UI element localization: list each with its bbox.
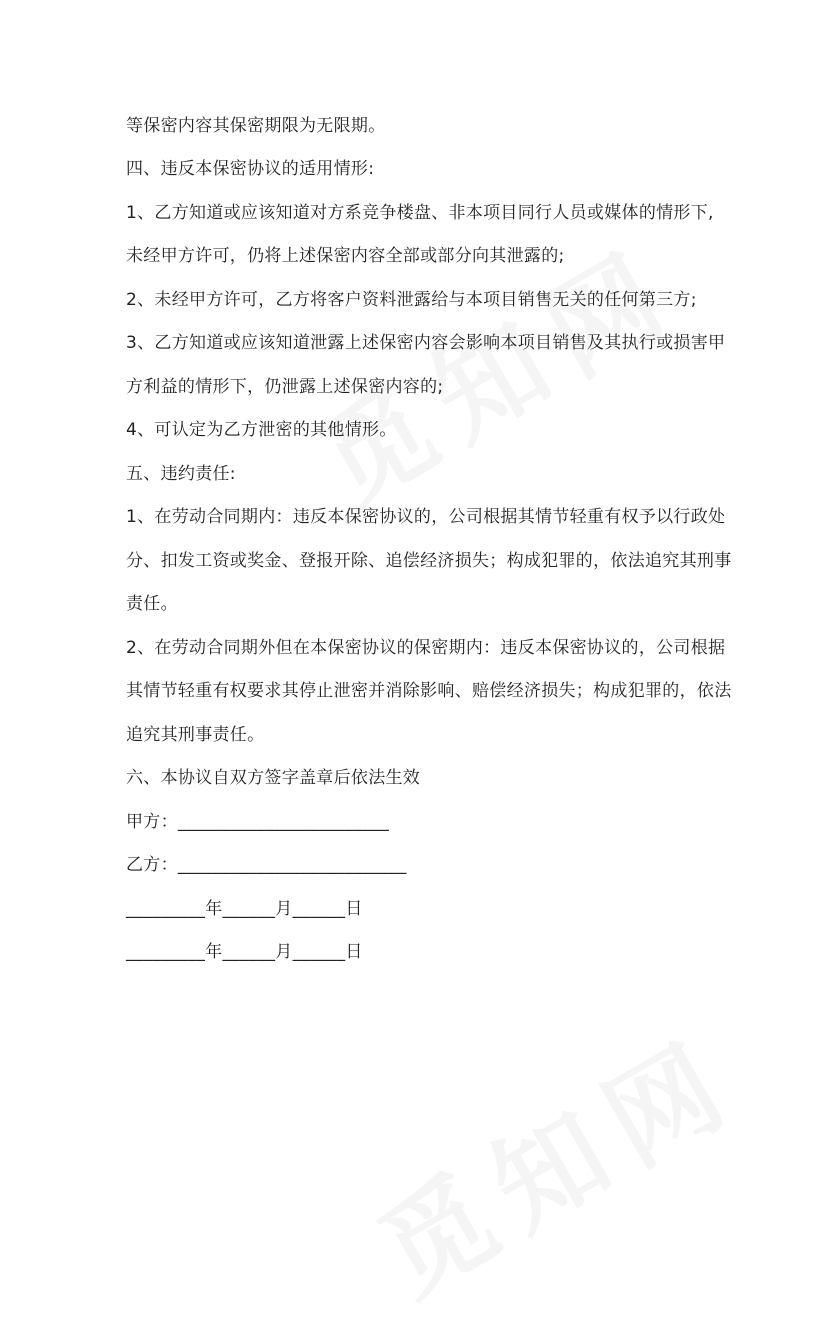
clause-5-1-line-3: 责任。: [126, 594, 178, 614]
watermark-bottom: [347, 993, 764, 1325]
party-b-signature-line: 乙方：__________________________: [126, 855, 407, 875]
section-heading-effective: 六、本协议自双方签字盖章后依法生效: [126, 768, 421, 788]
clause-4-1-line-1: 1、乙方知道或应该知道对方系竞争楼盘、非本项目同行人员或媒体的情形下,: [126, 203, 714, 223]
clause-5-2-line-2: 其情节轻重有权要求其停止泄密并消除影响、赔偿经济损失；构成犯罪的，依法: [126, 681, 732, 701]
clause-4-1-line-2: 未经甲方许可，仍将上述保密内容全部或部分向其泄露的;: [126, 246, 565, 266]
clause-5-2-line-3: 追究其刑事责任。: [126, 725, 265, 745]
clause-4-3-line-1: 3、乙方知道或应该知道泄露上述保密内容会影响本项目销售及其执行或损害甲: [126, 333, 726, 353]
paragraph-confidential-term: 等保密内容其保密期限为无限期。: [126, 116, 386, 136]
date-line-1: _________年______月______日: [126, 899, 363, 919]
section-heading-violation-cases: 四、违反本保密协议的适用情形:: [126, 159, 375, 179]
clause-4-4: 4、可认定为乙方泄密的其他情形。: [126, 420, 397, 440]
clause-5-2-line-1: 2、在劳动合同期外但在本保密协议的保密期内：违反本保密协议的，公司根据: [126, 638, 726, 658]
clause-4-3-line-2: 方利益的情形下，仍泄露上述保密内容的;: [126, 377, 444, 397]
section-heading-liability: 五、违约责任:: [126, 464, 236, 484]
clause-5-1-line-2: 分、扣发工资或奖金、登报开除、追偿经济损失；构成犯罪的，依法追究其刑事: [126, 551, 732, 571]
date-line-2: _________年______月______日: [126, 942, 363, 962]
clause-5-1-line-1: 1、在劳动合同期内：违反本保密协议的，公司根据其情节轻重有权予以行政处: [126, 507, 726, 527]
party-a-signature-line: 甲方：________________________: [126, 812, 390, 832]
clause-4-2: 2、未经甲方许可，乙方将客户资料泄露给与本项目销售无关的任何第三方;: [126, 290, 697, 310]
